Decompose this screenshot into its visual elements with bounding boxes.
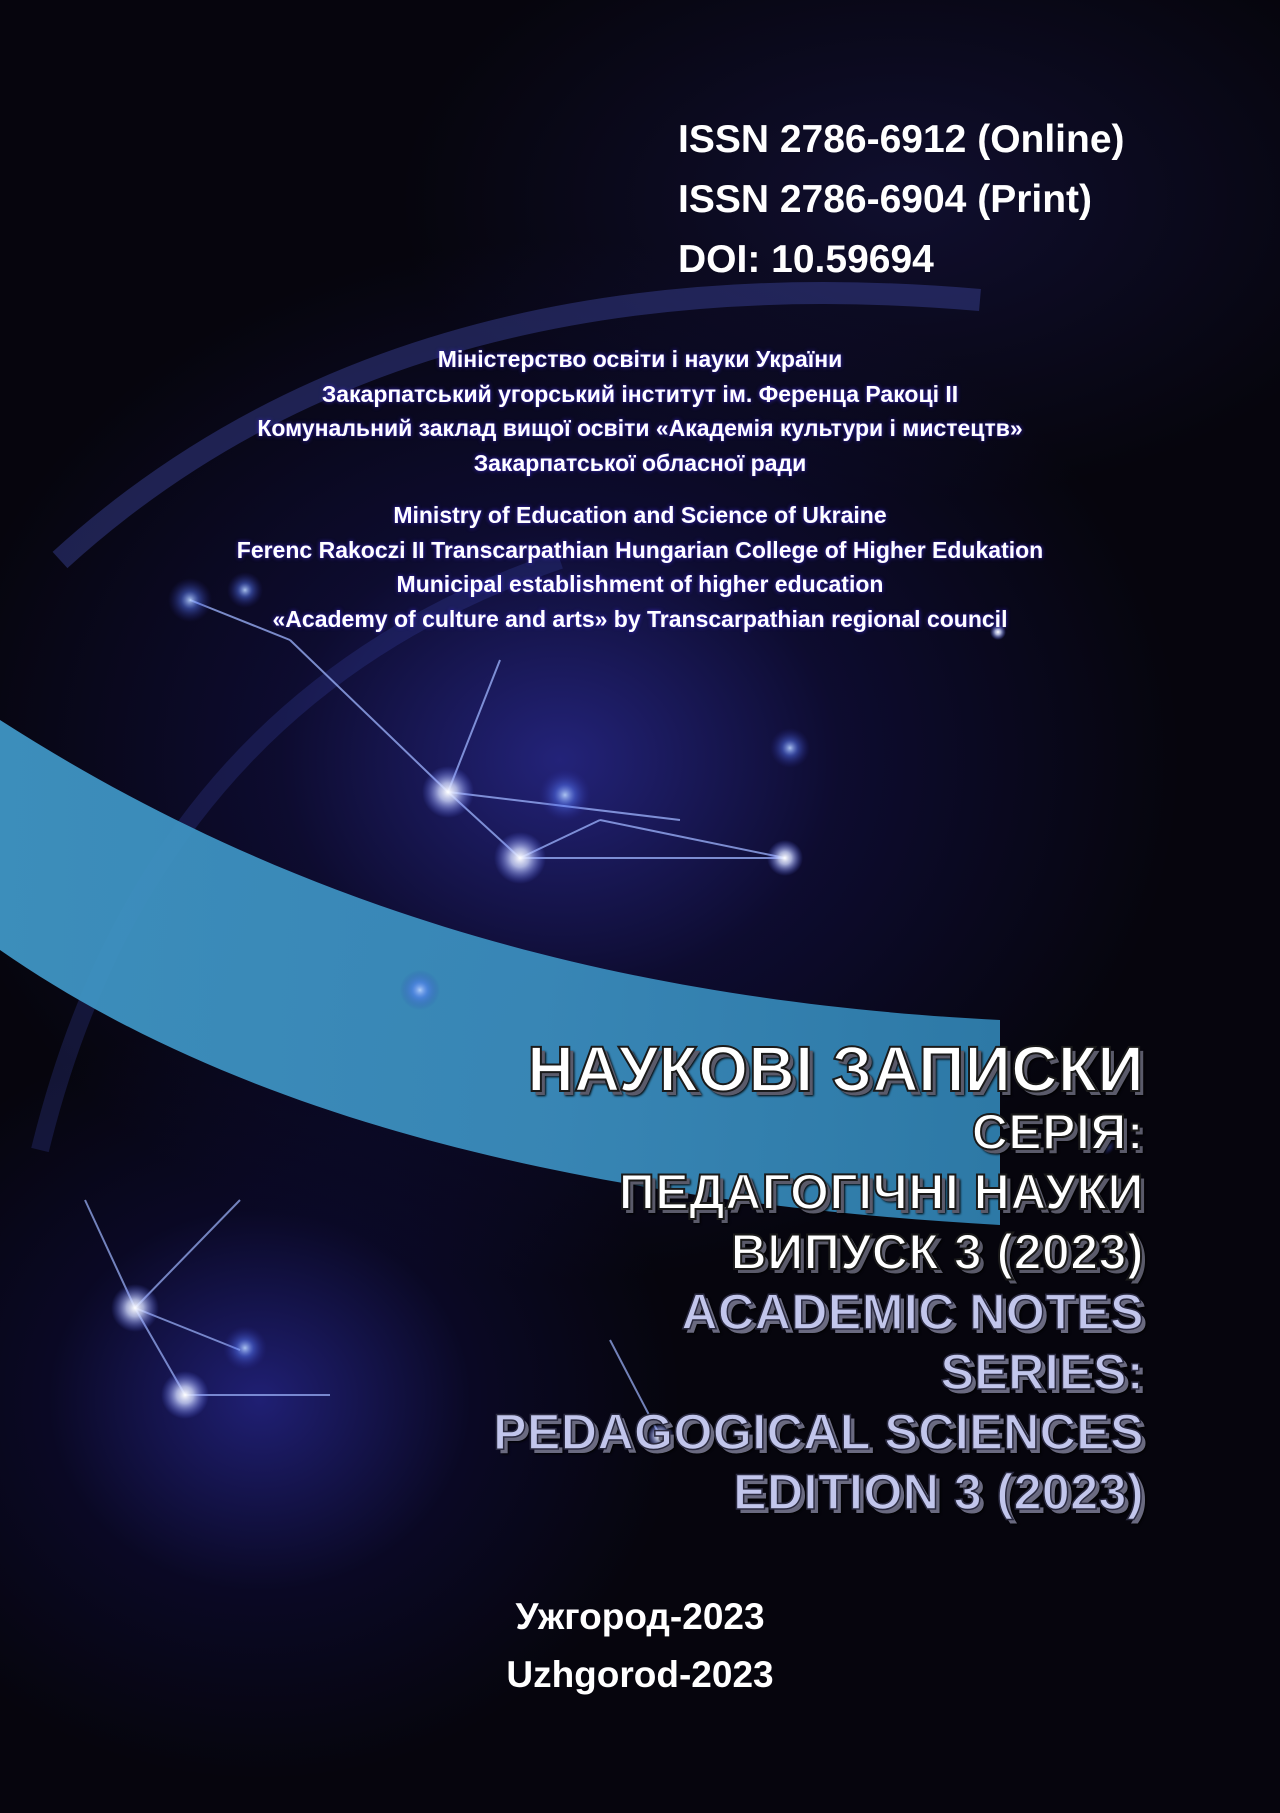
institution-line: Комунальний заклад вищої освіти «Академія культури і мистецтв» bbox=[257, 415, 1023, 441]
journal-title-block bbox=[244, 1033, 1144, 1522]
imprint-city-en: Uzhgorod-2023 bbox=[506, 1654, 774, 1695]
title-ua-issue: ВИПУСК 3 (2023) bbox=[730, 1224, 1144, 1280]
identifiers-block bbox=[678, 110, 1238, 290]
institutions-ukrainian bbox=[100, 342, 1180, 480]
imprint-block bbox=[440, 1588, 840, 1704]
institution-line: Ministry of Education and Science of Ukraine bbox=[393, 502, 887, 528]
title-ua-main: НАУКОВІ ЗАПИСКИ bbox=[527, 1033, 1144, 1105]
title-en-main: ACADEMIC NOTES bbox=[681, 1284, 1144, 1340]
title-en-issue: EDITION 3 (2023) bbox=[733, 1464, 1144, 1520]
title-ua-series-label: СЕРІЯ: bbox=[971, 1104, 1144, 1160]
title-ua-series-name: ПЕДАГОГІЧНІ НАУКИ bbox=[618, 1164, 1144, 1220]
title-en-series-label: SERIES: bbox=[940, 1344, 1144, 1400]
institution-line: Municipal establishment of higher education bbox=[396, 571, 884, 597]
issn-online: ISSN 2786-6912 (Online) bbox=[678, 118, 1125, 161]
title-en-series-name: PEDAGOGICAL SCIENCES bbox=[493, 1404, 1144, 1460]
institution-line: Закарпатської обласної ради bbox=[473, 449, 807, 476]
institution-line: «Academy of culture and arts» by Transcarpathian regional council bbox=[272, 605, 1008, 632]
imprint-city-ua: Ужгород-2023 bbox=[515, 1596, 765, 1637]
institution-line: Міністерство освіти і науки України bbox=[437, 346, 843, 372]
doi: DOI: 10.59694 bbox=[678, 238, 934, 281]
issn-print: ISSN 2786-6904 (Print) bbox=[678, 178, 1093, 221]
institution-line: Ferenc Rakoczi II Transcarpathian Hungarian College of Higher Edukation bbox=[236, 536, 1044, 563]
institution-line: Закарпатський угорський інститут ім. Ференца Ракоці II bbox=[321, 380, 959, 407]
institutions-english bbox=[100, 498, 1180, 636]
